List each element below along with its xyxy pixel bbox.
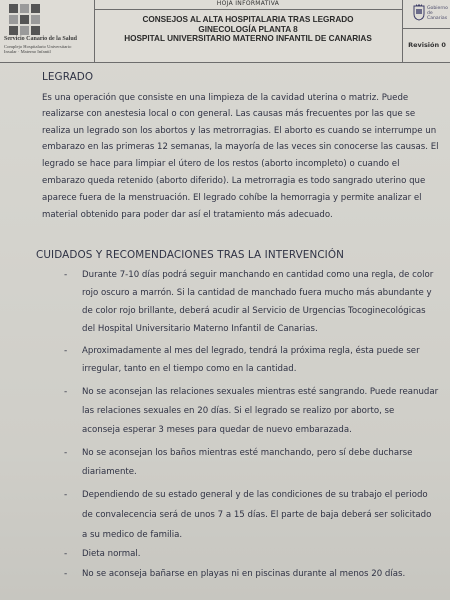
paragraph-line: material obtenido para poder dar así el tratamiento más adecuado. [42, 210, 333, 220]
list-bullet: - [64, 448, 68, 458]
list-item-line: Durante 7-10 días podrá seguir manchando en cantidad como una regla, de color [82, 270, 434, 280]
title-line: HOSPITAL UNIVERSITARIO MATERNO INFANTIL DE CANARIAS [124, 34, 372, 44]
paragraph-line: realiza un legrado son los abortos y las metrorragias. El aborto es cuando se interrumpe un [42, 126, 437, 136]
servicio-canario-logo-icon [8, 2, 46, 36]
list-bullet: - [64, 490, 68, 500]
paragraph-line: legrado se hace para limpiar el útero de los restos (aborto incompleto) o cuando el [42, 159, 400, 169]
list-item-line: No se aconsejan las relaciones sexuales mientras esté sangrando. Puede reanudar [82, 387, 439, 397]
list-item-line: rojo oscuro a marrón. Si la cantidad de manchado fuera mucho más abundante y [82, 288, 432, 298]
service-name: Servicio Canario de la Salud [4, 36, 78, 42]
list-bullet: - [64, 387, 68, 397]
list-item-line: No se aconsejan los baños mientras esté manchando, pero sí debe ducharse [82, 448, 413, 458]
list-bullet: - [64, 346, 68, 356]
complex-name-line: Insular · Materno Infantil [4, 49, 51, 54]
list-item-line: Aproximadamente al mes del legrado, tendrá la próxima regla, ésta puede ser [82, 346, 420, 356]
section-title-legrado: LEGRADO [42, 71, 94, 83]
paragraph-line: Es una operación que consiste en una limpieza de la cavidad uterina o matriz. Puede [42, 93, 409, 103]
list-item-line: a su medico de familia. [82, 530, 183, 540]
list-bullet: - [64, 270, 68, 280]
paragraph-line: embarazo en las primeras 12 semanas, la mayoría de las veces sin conocerse las causas. El [42, 142, 439, 152]
list-item-line: diariamente. [82, 467, 137, 477]
gobierno-name [427, 6, 450, 21]
list-bullet: - [64, 569, 68, 579]
paragraph-line: aparece fuera de la menstruación. El legrado cohíbe la hemorragia y permite analizar el [42, 193, 422, 203]
complex-name-line: Complejo Hospitalario Universitario [4, 44, 72, 49]
list-item-line: irregular, tanto en el tiempo como en la cantidad. [82, 364, 297, 374]
section-title-cuidados: CUIDADOS Y RECOMENDACIONES TRAS LA INTERVENCIÓN [36, 249, 344, 261]
list-item-line: del Hospital Universitario Materno Infantil de Canarias. [82, 324, 318, 334]
document-header [0, 0, 450, 63]
gobierno-canarias-logo-icon [413, 3, 425, 21]
list-item-line: Dieta normal. [82, 549, 141, 559]
list-item-line: de color rojo brillante, deberá acudir al Servicio de Urgencias Tocoginecológicas [82, 306, 426, 316]
list-item-line: de convalecencia será de unos 7 a 15 días. El parte de baja deberá ser solicitado [82, 510, 432, 520]
document-type: HOJA INFORMATIVA [216, 0, 280, 7]
list-bullet: - [64, 549, 68, 559]
list-item-line: No se aconseja bañarse en playas ni en piscinas durante al menos 20 días. [82, 569, 406, 579]
document-title [94, 15, 402, 44]
list-item-line: aconseja esperar 3 meses para quedar de nuevo embarazada. [82, 425, 352, 435]
revision-label: Revisión 0 [408, 41, 446, 49]
list-item-line: Dependiendo de su estado general y de las condiciones de su trabajo el periodo [82, 490, 428, 500]
paragraph-line: embarazo queda retenido (aborto diferido). La metrorragia es todo sangrado uterino que [42, 176, 426, 186]
gobierno-name-line: de Canarias [427, 11, 448, 21]
gobierno-name-line: Gobierno [427, 6, 448, 11]
title-line: GINECOLOGÍA PLANTA 8 [198, 24, 298, 34]
complex-name [4, 44, 92, 54]
title-line: CONSEJOS AL ALTA HOSPITALARIA TRAS LEGRADO [142, 15, 354, 24]
header-left-cell [0, 0, 95, 62]
list-item-line: las relaciones sexuales en 20 días. Si el legrado se realizo por aborto, se [82, 406, 395, 416]
paragraph-line: realizarse con anestesia local o con general. Las causas más frecuentes por las que se [42, 109, 416, 119]
